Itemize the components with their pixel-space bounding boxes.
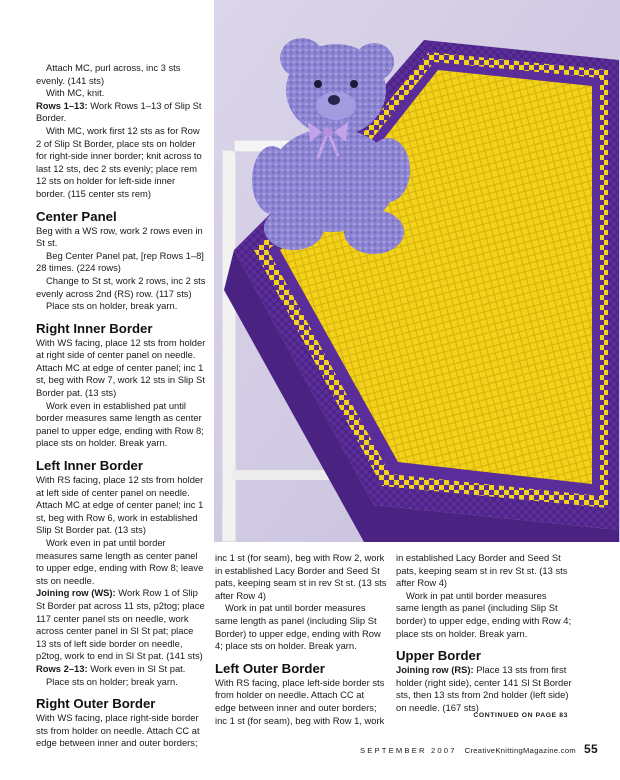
paragraph: With RS facing, place 12 sts from holder at left side of center panel on needle. Attach MC at edge of center panel; inc 1 st, beg with Row 6, work in established Slip St Border pat. (13 sts) (36, 474, 204, 536)
continued-on-page-note: CONTINUED ON PAGE 83 (473, 712, 568, 719)
paragraph: With MC, work first 12 sts as for Row 2 of Slip St Border, place sts on holder for right-side inner border; knit across to last 12 sts, dec 2 sts evenly; place rem 12 sts on holder for left-side inner border. (115 center sts rem) (36, 124, 202, 199)
paragraph: With MC, knit. (46, 87, 105, 99)
baby-blanket-with-teddy-bear-photo (214, 0, 620, 542)
joining-label: Joining row (WS): (36, 587, 116, 599)
paragraph: inc 1 st (for seam), beg with Row 2, work in established Lacy Border and Seed St pats, keeping seam st in rev St st. (13 sts after Row 4) (215, 552, 387, 601)
paragraph: Beg Center Panel pat, [rep Rows 1–8] 28 times. (224 rows) (36, 249, 204, 274)
heading-upper-border: Upper Border (396, 648, 481, 664)
paragraph: in established Lacy Border and Seed St pats, keeping seam st in rev St st. (13 sts after Row 4) (396, 552, 568, 589)
paragraph: Work even in established pat until border measures same length as center panel to upper edge, ending with Row 8; place sts on holder. Break yarn. (36, 399, 204, 449)
text-column-2 (215, 552, 387, 727)
paragraph: Work in pat until border measures same length as panel (including Slip St border) to upper edge, ending with Row 4; place sts on holder. Break yarn. (396, 589, 572, 639)
paragraph (396, 664, 572, 714)
text-column-3 (396, 552, 572, 715)
paragraph (36, 100, 206, 125)
paragraph: With RS facing, place left-side border sts from holder on needle. Attach CC at edge between inner and outer borders; inc 1 st (for seam), beg with Row 1, work (215, 676, 385, 726)
joining-text: Place 13 sts from first holder (right side), center 141 Sl St Border sts, then 13 sts from 2nd holder (left side) on needle. (167 sts) (396, 664, 572, 713)
joining-text: Work Row 1 of Slip St Border pat across 11 sts, p2tog; place 117 center panel sts on needle, work across center panel in Sl St pat; place 13 sts of left side border on needle, p2tog, work to end in Sl St pat. (141 sts) (36, 587, 205, 662)
paragraph: Place sts on holder, break yarn. (46, 300, 178, 312)
heading-left-outer-border: Left Outer Border (215, 660, 325, 676)
paragraph: Place sts on holder; break yarn. (46, 675, 178, 687)
paragraph (36, 663, 206, 676)
heading-right-inner-border: Right Inner Border (36, 320, 153, 336)
paragraph (36, 587, 206, 663)
page-footer (360, 742, 598, 756)
rows-label: Rows 1–13: (36, 99, 88, 111)
paragraph: Attach MC, purl across, inc 3 sts evenly. (141 sts) (36, 62, 181, 86)
paragraph: Work even in pat until border measures same length as center panel to upper edge, ending with Row 8; leave sts on needle. (36, 537, 204, 586)
paragraph: Change to St st, work 2 rows, inc 2 sts evenly across 2nd (RS) row. (117 sts) (36, 274, 206, 299)
heading-left-inner-border: Left Inner Border (36, 458, 143, 474)
heading-center-panel: Center Panel (36, 208, 117, 224)
website-link[interactable]: CreativeKnittingMagazine.com (464, 746, 577, 755)
rows-label: Rows 2–13: (36, 662, 88, 674)
rows-text: Work even in Sl St pat. (90, 662, 186, 674)
page-number: 55 (584, 742, 598, 756)
paragraph: With WS facing, place 12 sts from holder at right side of center panel on needle. Attach MC at edge of center panel; inc 1 st, beg with Row 7, work 12 sts in Slip St Border pat. (13 sts) (36, 336, 206, 399)
joining-label: Joining row (RS): (396, 664, 474, 676)
paragraph: Work in pat until border measures same length as panel (including Slip St Border) to upper edge, ending with Row 4; place sts on holder. Break yarn. (215, 602, 381, 652)
text-column-1 (36, 62, 206, 750)
heading-right-outer-border: Right Outer Border (36, 696, 156, 712)
rows-text: Work Rows 1–13 of Slip St Border. (36, 99, 202, 124)
paragraph: With WS facing, place right-side border sts from holder on needle. Attach CC at edge between inner and outer borders; (36, 712, 200, 749)
issue-date: SEPTEMBER 2007 (360, 746, 457, 755)
paragraph: Beg with a WS row, work 2 rows even in St st. (36, 224, 203, 249)
